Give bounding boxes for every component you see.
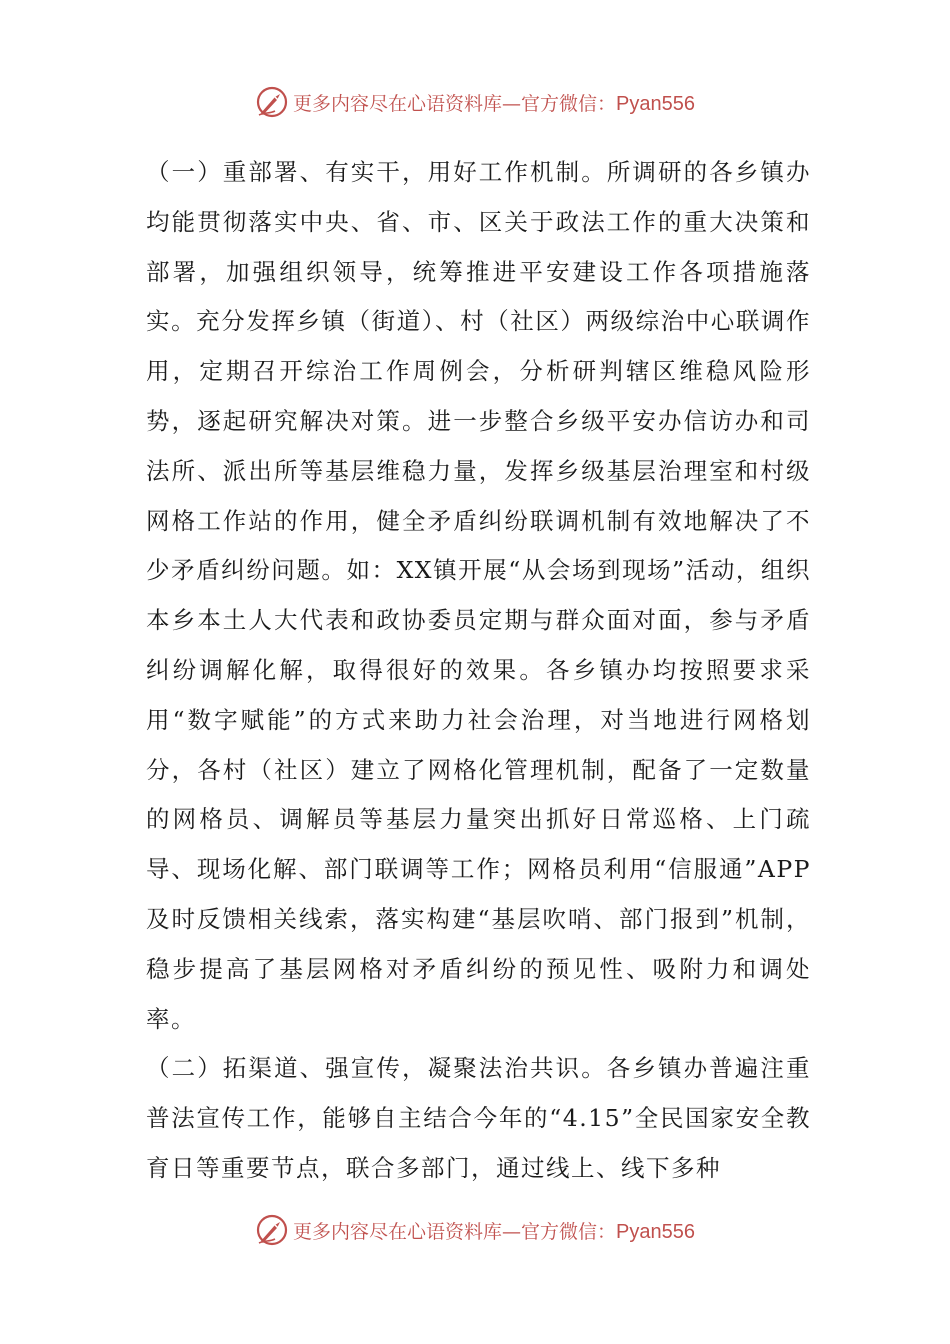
- pen-nib-logo-icon: [255, 85, 289, 119]
- paragraph-section-1: （一）重部署、有实干，用好工作机制。所调研的各乡镇办均能贯彻落实中央、省、市、区关于政法工作的重大决策和部署，加强组织领导，统筹推进平安建设工作各项措施落实。充分发挥乡镇（街道）、村（社区）两级综治中心联调作用，定期召开综治工作周例会，分析研判辖区维稳风险形势，逐起研究解决对策。进一步整合乡级平安办信访办和司法所、派出所等基层维稳力量，发挥乡级基层治理室和村级网格工作站的作用，健全矛盾纠纷联调机制有效地解决了不少矛盾纠纷问题。如：XX镇开展“从会场到现场”活动，组织本乡本土人大代表和政协委员定期与群众面对面，参与矛盾纠纷调解化解，取得很好的效果。各乡镇办均按照要求采用“数字赋能”的方式来助力社会治理，对当地进行网格划分，各村（社区）建立了网格化管理机制，配备了一定数量的网格员、调解员等基层力量突出抓好日常巡格、上门疏导、现场化解、部门联调等工作；网格员利用“信服通”APP及时反馈相关线索，落实构建“基层吹哨、部门报到”机制，稳步提高了基层网格对矛盾纠纷的预见性、吸附力和调处率。: [146, 158, 811, 1033]
- footer-banner: [0, 1210, 950, 1250]
- document-body: [146, 148, 811, 1194]
- footer-banner-text: 更多内容尽在心语资料库—官方微信：Pyan556: [293, 1220, 695, 1243]
- footer-wechat-id: Pyan556: [616, 1220, 695, 1243]
- header-wechat-id: Pyan556: [616, 92, 695, 115]
- paragraph-section-2: （二）拓渠道、强宣传，凝聚法治共识。各乡镇办普遍注重普法宣传工作，能够自主结合今年的“4.15”全民国家安全教育日等重要节点，联合多部门，通过线上、线下多种: [146, 1054, 811, 1182]
- header-banner-text: 更多内容尽在心语资料库—官方微信：Pyan556: [293, 92, 695, 115]
- pen-nib-logo-icon: [255, 1213, 289, 1247]
- header-banner: [0, 82, 950, 122]
